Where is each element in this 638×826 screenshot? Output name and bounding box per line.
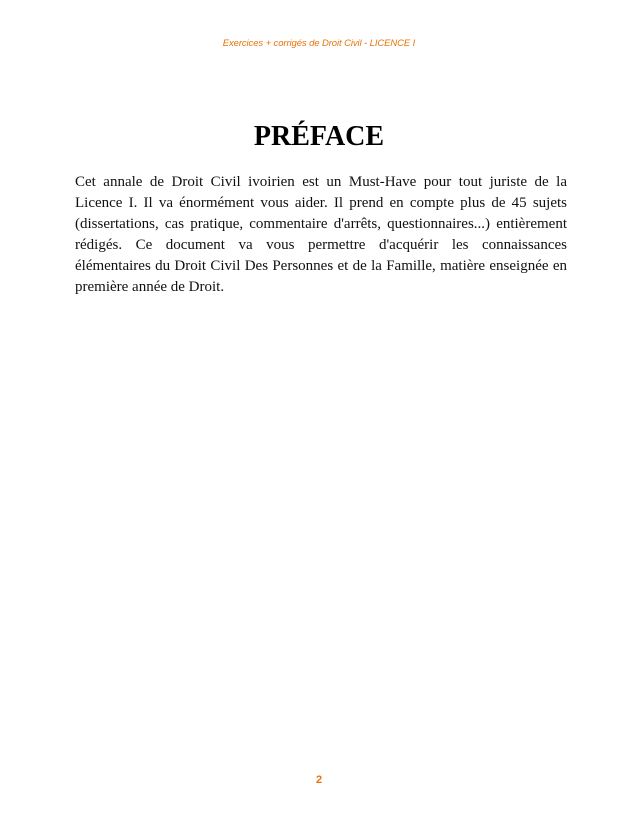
page-number: 2 [315, 774, 323, 786]
page-title: PRÉFACE [253, 121, 385, 152]
running-header: Exercices + corrigés de Droit Civil - LICENCE I [222, 38, 416, 49]
preface-paragraph: Cet annale de Droit Civil ivoirien est un Must-Have pour tout juriste de la Licence I. Il va énormément vous aider. Il prend en compte plus de 45 sujets (dissertations, cas pratique, commentaire d'arrêts, questionnaires...) entièrement rédigés. Ce document va vous permettre d'acquérir les connaissances élémentaires du Droit Civil Des Personnes et de la Famille, matière enseignée en première année de Droit. [75, 174, 567, 295]
